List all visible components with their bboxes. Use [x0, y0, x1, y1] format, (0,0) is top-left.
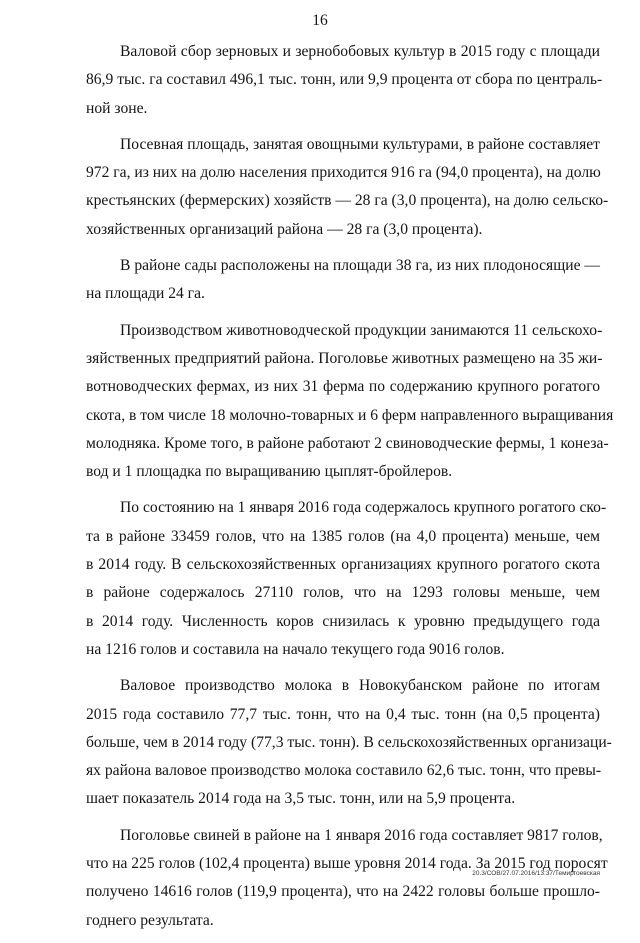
- text-line: вотноводческих фермах, из них 31 ферма по содержанию крупного рогатого: [86, 378, 600, 396]
- paragraph: [86, 252, 600, 309]
- text-line: хозяйственных организаций района — 28 га (3,0 процента).: [86, 220, 483, 238]
- text-line: 86,9 тыс. га составил 496,1 тыс. тонн, или 9,9 процента от сбора по централь-: [86, 71, 603, 89]
- text-line: молодняка. Кроме того, в районе работают 2 свиноводческие фермы, 1 конеза-: [86, 434, 609, 452]
- text-line: что на 225 голов (102,4 процента) выше уровня 2014 года. За 2015 год поросят: [86, 855, 608, 873]
- paragraph: [86, 38, 603, 123]
- text-line: в 2014 году. В сельскохозяйственных организациях крупного рогатого скота: [86, 556, 600, 574]
- text-line: 2015 года составило 77,7 тыс. тонн, что на 0,4 тыс. тонн (на 0,5 процента): [86, 705, 600, 723]
- text-line: В районе сады расположены на площади 38 га, из них плодоносящие —: [120, 257, 600, 275]
- text-line: По состоянию на 1 января 2016 года содержалось крупного рогатого ско-: [120, 499, 607, 517]
- text-line: больше, чем в 2014 году (77,3 тыс. тонн). В сельскохозяйственных организаци-: [86, 733, 612, 751]
- document-body: [86, 38, 614, 943]
- text-line: скота, в том числе 18 молочно-товарных и 6 ферм направленного выращивания: [86, 406, 614, 424]
- footer-stamp: 20.3/СОВ/27.07.2016/13:37/Темиргоевская: [472, 870, 600, 877]
- text-line: Посевная площадь, занятая овощными культурами, в районе составляет: [120, 135, 600, 153]
- paragraph: [86, 494, 607, 664]
- text-line: на 1216 голов и составила на начало текущего года 9016 голов.: [86, 640, 505, 658]
- paragraph: [86, 317, 614, 487]
- text-line: Валовое производство молока в Новокубанском районе по итогам: [120, 677, 600, 695]
- text-line: 972 га, из них на долю населения приходится 916 га (94,0 процента), на долю: [86, 164, 601, 182]
- text-line: Поголовье свиней в районе на 1 января 2016 года составляет 9817 голов,: [120, 826, 603, 844]
- text-line: в районе содержалось 27110 голов, что на 1293 головы меньше, чем: [86, 584, 600, 602]
- text-line: Валовой сбор зерновых и зернобобовых культур в 2015 году с площади: [120, 43, 600, 60]
- text-line: зяйственных предприятий района. Поголовье животных размещено на 35 жи-: [86, 349, 603, 367]
- text-line: вод и 1 площадка по выращиванию цыплят-бройлеров.: [86, 463, 453, 481]
- text-line: та в районе 33459 голов, что на 1385 голов (на 4,0 процента) меньше, чем: [86, 527, 600, 545]
- text-line: в 2014 году. Численность коров снизилась к уровню предыдущего года: [86, 612, 600, 630]
- text-line: ях района валовое производство молока составило 62,6 тыс. тонн, что превы-: [86, 762, 602, 780]
- text-line: получено 14616 голов (119,9 процента), что на 2422 головы больше прошло-: [86, 883, 600, 901]
- paragraph: [86, 131, 609, 244]
- text-line: Производством животноводческой продукции занимаются 11 сельскохо-: [120, 321, 603, 339]
- text-line: на площади 24 га.: [86, 285, 205, 303]
- paragraph: [86, 672, 612, 813]
- text-line: крестьянских (фермерских) хозяйств — 28 га (3,0 процента), на долю сельско-: [86, 192, 609, 210]
- text-line: ной зоне.: [86, 99, 148, 117]
- text-line: шает показатель 2014 года на 3,5 тыс. тонн, или на 5,9 процента.: [86, 790, 516, 808]
- paragraph: [86, 822, 608, 935]
- page-number: 16: [312, 12, 328, 29]
- text-line: годнего результата.: [86, 911, 214, 929]
